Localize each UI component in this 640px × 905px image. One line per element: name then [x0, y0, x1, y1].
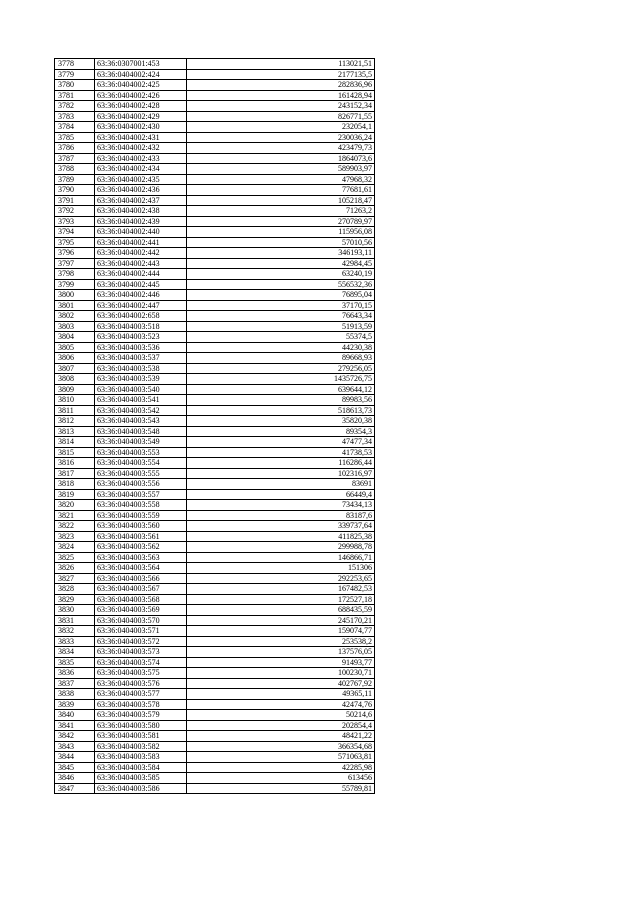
cadastral-number-cell: 63:36:0404002:437 [95, 195, 187, 206]
value-cell: 172527,18 [187, 594, 375, 605]
cadastral-number-cell: 63:36:0404002:442 [95, 248, 187, 259]
table-row [55, 206, 375, 217]
cadastral-number-cell: 63:36:0404003:575 [95, 668, 187, 679]
value-cell: 42474,76 [187, 699, 375, 710]
row-number-cell: 3847 [55, 783, 95, 794]
table-row [55, 216, 375, 227]
value-cell: 589903,97 [187, 164, 375, 175]
row-number-cell: 3820 [55, 500, 95, 511]
cadastral-number-cell: 63:36:0404002:434 [95, 164, 187, 175]
cadastral-number-cell: 63:36:0404002:425 [95, 80, 187, 91]
row-number-cell: 3831 [55, 615, 95, 626]
row-number-cell: 3793 [55, 216, 95, 227]
row-number-cell: 3810 [55, 395, 95, 406]
value-cell: 49365,11 [187, 689, 375, 700]
cadastral-number-cell: 63:36:0404003:539 [95, 374, 187, 385]
value-cell: 282836,96 [187, 80, 375, 91]
table-row [55, 710, 375, 721]
row-number-cell: 3816 [55, 458, 95, 469]
cadastral-number-cell: 63:36:0404002:432 [95, 143, 187, 154]
cadastral-number-cell: 63:36:0404003:563 [95, 552, 187, 563]
value-cell: 44230,38 [187, 342, 375, 353]
row-number-cell: 3832 [55, 626, 95, 637]
value-cell: 167482,53 [187, 584, 375, 595]
value-cell: 51913,59 [187, 321, 375, 332]
value-cell: 639644,12 [187, 384, 375, 395]
value-cell: 137576,05 [187, 647, 375, 658]
table-row [55, 552, 375, 563]
table-row [55, 594, 375, 605]
table-row [55, 111, 375, 122]
value-cell: 116286,44 [187, 458, 375, 469]
value-cell: 42984,45 [187, 258, 375, 269]
row-number-cell: 3824 [55, 542, 95, 553]
row-number-cell: 3846 [55, 773, 95, 784]
cadastral-number-cell: 63:36:0404003:518 [95, 321, 187, 332]
cadastral-number-cell: 63:36:0404003:574 [95, 657, 187, 668]
row-number-cell: 3785 [55, 132, 95, 143]
value-cell: 83187,6 [187, 510, 375, 521]
row-number-cell: 3778 [55, 59, 95, 70]
value-cell: 518613,73 [187, 405, 375, 416]
cadastral-number-cell: 63:36:0404003:562 [95, 542, 187, 553]
table-row [55, 237, 375, 248]
table-row [55, 69, 375, 80]
cadastral-number-cell: 63:36:0404002:435 [95, 174, 187, 185]
value-cell: 245170,21 [187, 615, 375, 626]
cadastral-number-cell: 63:36:0404003:556 [95, 479, 187, 490]
value-cell: 556532,36 [187, 279, 375, 290]
table-row [55, 153, 375, 164]
value-cell: 102316,97 [187, 468, 375, 479]
table-row [55, 59, 375, 70]
row-number-cell: 3834 [55, 647, 95, 658]
row-number-cell: 3794 [55, 227, 95, 238]
cadastral-number-cell: 63:36:0404003:579 [95, 710, 187, 721]
value-cell: 279256,05 [187, 363, 375, 374]
row-number-cell: 3837 [55, 678, 95, 689]
table-row [55, 269, 375, 280]
table-row [55, 426, 375, 437]
value-cell: 83691 [187, 479, 375, 490]
value-cell: 91493,77 [187, 657, 375, 668]
cadastral-number-cell: 63:36:0404003:567 [95, 584, 187, 595]
row-number-cell: 3791 [55, 195, 95, 206]
table-row [55, 668, 375, 679]
row-number-cell: 3815 [55, 447, 95, 458]
cadastral-number-cell: 63:36:0404002:433 [95, 153, 187, 164]
value-cell: 115956,08 [187, 227, 375, 238]
table-body [55, 59, 375, 794]
row-number-cell: 3806 [55, 353, 95, 364]
table-row [55, 300, 375, 311]
row-number-cell: 3844 [55, 752, 95, 763]
table-row [55, 279, 375, 290]
cadastral-number-cell: 63:36:0404003:553 [95, 447, 187, 458]
value-cell: 66449,4 [187, 489, 375, 500]
value-cell: 292253,65 [187, 573, 375, 584]
table-row [55, 720, 375, 731]
table-row [55, 531, 375, 542]
value-cell: 71263,2 [187, 206, 375, 217]
table-row [55, 521, 375, 532]
value-cell: 571063,81 [187, 752, 375, 763]
table-row [55, 353, 375, 364]
value-cell: 35820,38 [187, 416, 375, 427]
row-number-cell: 3789 [55, 174, 95, 185]
table-row [55, 689, 375, 700]
table-row [55, 573, 375, 584]
value-cell: 146866,71 [187, 552, 375, 563]
row-number-cell: 3843 [55, 741, 95, 752]
value-cell: 55374,5 [187, 332, 375, 343]
value-cell: 366354,68 [187, 741, 375, 752]
row-number-cell: 3836 [55, 668, 95, 679]
row-number-cell: 3797 [55, 258, 95, 269]
table-row [55, 395, 375, 406]
cadastral-number-cell: 63:36:0404003:541 [95, 395, 187, 406]
cadastral-number-cell: 63:36:0404002:444 [95, 269, 187, 280]
value-cell: 299988,78 [187, 542, 375, 553]
cadastral-number-cell: 63:36:0404002:443 [95, 258, 187, 269]
row-number-cell: 3823 [55, 531, 95, 542]
cadastral-number-cell: 63:36:0404003:581 [95, 731, 187, 742]
row-number-cell: 3830 [55, 605, 95, 616]
row-number-cell: 3782 [55, 101, 95, 112]
table-row [55, 143, 375, 154]
cadastral-number-cell: 63:36:0404003:559 [95, 510, 187, 521]
row-number-cell: 3838 [55, 689, 95, 700]
value-cell: 48421,22 [187, 731, 375, 742]
value-cell: 1864073,6 [187, 153, 375, 164]
cadastral-number-cell: 63:36:0404002:439 [95, 216, 187, 227]
value-cell: 89668,93 [187, 353, 375, 364]
value-cell: 63240,19 [187, 269, 375, 280]
row-number-cell: 3781 [55, 90, 95, 101]
table-row [55, 342, 375, 353]
table-row [55, 195, 375, 206]
cadastral-number-cell: 63:36:0404003:583 [95, 752, 187, 763]
cadastral-number-cell: 63:36:0404002:428 [95, 101, 187, 112]
cadastral-number-cell: 63:36:0404003:586 [95, 783, 187, 794]
table-row [55, 500, 375, 511]
table-row [55, 447, 375, 458]
cadastral-number-cell: 63:36:0404003:564 [95, 563, 187, 574]
row-number-cell: 3822 [55, 521, 95, 532]
table-row [55, 762, 375, 773]
cadastral-number-cell: 63:36:0404003:568 [95, 594, 187, 605]
data-table [54, 58, 375, 794]
row-number-cell: 3798 [55, 269, 95, 280]
row-number-cell: 3792 [55, 206, 95, 217]
row-number-cell: 3790 [55, 185, 95, 196]
cadastral-number-cell: 63:36:0404003:536 [95, 342, 187, 353]
row-number-cell: 3813 [55, 426, 95, 437]
value-cell: 270789,97 [187, 216, 375, 227]
cadastral-number-cell: 63:36:0404002:424 [95, 69, 187, 80]
row-number-cell: 3817 [55, 468, 95, 479]
cadastral-number-cell: 63:36:0404003:554 [95, 458, 187, 469]
row-number-cell: 3780 [55, 80, 95, 91]
cadastral-number-cell: 63:36:0404002:431 [95, 132, 187, 143]
cadastral-number-cell: 63:36:0404003:523 [95, 332, 187, 343]
value-cell: 89983,56 [187, 395, 375, 406]
cadastral-number-cell: 63:36:0404003:585 [95, 773, 187, 784]
table-row [55, 783, 375, 794]
value-cell: 57010,56 [187, 237, 375, 248]
row-number-cell: 3839 [55, 699, 95, 710]
row-number-cell: 3827 [55, 573, 95, 584]
table-row [55, 563, 375, 574]
cadastral-number-cell: 63:36:0404003:548 [95, 426, 187, 437]
row-number-cell: 3807 [55, 363, 95, 374]
cadastral-number-cell: 63:36:0404002:429 [95, 111, 187, 122]
row-number-cell: 3825 [55, 552, 95, 563]
table-row [55, 626, 375, 637]
table-row [55, 584, 375, 595]
cadastral-number-cell: 63:36:0404003:578 [95, 699, 187, 710]
row-number-cell: 3808 [55, 374, 95, 385]
value-cell: 253538,2 [187, 636, 375, 647]
value-cell: 243152,34 [187, 101, 375, 112]
value-cell: 55789,81 [187, 783, 375, 794]
cadastral-number-cell: 63:36:0404003:584 [95, 762, 187, 773]
row-number-cell: 3814 [55, 437, 95, 448]
table-row [55, 132, 375, 143]
table-row [55, 647, 375, 658]
value-cell: 423479,73 [187, 143, 375, 154]
value-cell: 76643,34 [187, 311, 375, 322]
cadastral-number-cell: 63:36:0404002:436 [95, 185, 187, 196]
table-row [55, 636, 375, 647]
cadastral-number-cell: 63:36:0404003:571 [95, 626, 187, 637]
table-row [55, 80, 375, 91]
cadastral-number-cell: 63:36:0404003:570 [95, 615, 187, 626]
row-number-cell: 3812 [55, 416, 95, 427]
value-cell: 47477,34 [187, 437, 375, 448]
value-cell: 826771,55 [187, 111, 375, 122]
table-row [55, 290, 375, 301]
value-cell: 230036,24 [187, 132, 375, 143]
row-number-cell: 3784 [55, 122, 95, 133]
table-row [55, 248, 375, 259]
value-cell: 688435,59 [187, 605, 375, 616]
value-cell: 159074,77 [187, 626, 375, 637]
row-number-cell: 3842 [55, 731, 95, 742]
table-row [55, 657, 375, 668]
value-cell: 151306 [187, 563, 375, 574]
row-number-cell: 3835 [55, 657, 95, 668]
table-row [55, 374, 375, 385]
row-number-cell: 3828 [55, 584, 95, 595]
table-row [55, 321, 375, 332]
table-row [55, 479, 375, 490]
row-number-cell: 3786 [55, 143, 95, 154]
row-number-cell: 3829 [55, 594, 95, 605]
value-cell: 41738,53 [187, 447, 375, 458]
cadastral-number-cell: 63:36:0404003:561 [95, 531, 187, 542]
table-row [55, 174, 375, 185]
cadastral-number-cell: 63:36:0404003:537 [95, 353, 187, 364]
row-number-cell: 3809 [55, 384, 95, 395]
table-row [55, 101, 375, 112]
row-number-cell: 3833 [55, 636, 95, 647]
value-cell: 73434,13 [187, 500, 375, 511]
row-number-cell: 3840 [55, 710, 95, 721]
table-row [55, 741, 375, 752]
value-cell: 89354,3 [187, 426, 375, 437]
cadastral-number-cell: 63:36:0404002:445 [95, 279, 187, 290]
value-cell: 346193,11 [187, 248, 375, 259]
table-row [55, 227, 375, 238]
table-row [55, 363, 375, 374]
table-row [55, 122, 375, 133]
row-number-cell: 3787 [55, 153, 95, 164]
value-cell: 411825,38 [187, 531, 375, 542]
table-row [55, 185, 375, 196]
cadastral-number-cell: 63:36:0404003:549 [95, 437, 187, 448]
value-cell: 42285,98 [187, 762, 375, 773]
table-row [55, 90, 375, 101]
value-cell: 100230,71 [187, 668, 375, 679]
value-cell: 50214,6 [187, 710, 375, 721]
row-number-cell: 3845 [55, 762, 95, 773]
table-row [55, 405, 375, 416]
row-number-cell: 3818 [55, 479, 95, 490]
row-number-cell: 3795 [55, 237, 95, 248]
cadastral-number-cell: 63:36:0404002:430 [95, 122, 187, 133]
table-row [55, 311, 375, 322]
value-cell: 76895,04 [187, 290, 375, 301]
cadastral-number-cell: 63:36:0404003:582 [95, 741, 187, 752]
row-number-cell: 3788 [55, 164, 95, 175]
table-row [55, 437, 375, 448]
table-row [55, 752, 375, 763]
value-cell: 202854,4 [187, 720, 375, 731]
value-cell: 613456 [187, 773, 375, 784]
value-cell: 339737,64 [187, 521, 375, 532]
cadastral-number-cell: 63:36:0404003:572 [95, 636, 187, 647]
row-number-cell: 3826 [55, 563, 95, 574]
table-row [55, 615, 375, 626]
row-number-cell: 3796 [55, 248, 95, 259]
value-cell: 402767,92 [187, 678, 375, 689]
cadastral-number-cell: 63:36:0404003:555 [95, 468, 187, 479]
value-cell: 113021,51 [187, 59, 375, 70]
row-number-cell: 3801 [55, 300, 95, 311]
table-row [55, 332, 375, 343]
row-number-cell: 3783 [55, 111, 95, 122]
cadastral-number-cell: 63:36:0404003:560 [95, 521, 187, 532]
table-row [55, 605, 375, 616]
row-number-cell: 3802 [55, 311, 95, 322]
cadastral-number-cell: 63:36:0404003:580 [95, 720, 187, 731]
cadastral-number-cell: 63:36:0404002:440 [95, 227, 187, 238]
cadastral-number-cell: 63:36:0404002:441 [95, 237, 187, 248]
table-row [55, 416, 375, 427]
row-number-cell: 3779 [55, 69, 95, 80]
table-row [55, 384, 375, 395]
cadastral-number-cell: 63:36:0307001:453 [95, 59, 187, 70]
table-row [55, 542, 375, 553]
cadastral-number-cell: 63:36:0404003:573 [95, 647, 187, 658]
cadastral-number-cell: 63:36:0404003:577 [95, 689, 187, 700]
table-row [55, 258, 375, 269]
row-number-cell: 3799 [55, 279, 95, 290]
value-cell: 161428,94 [187, 90, 375, 101]
cadastral-number-cell: 63:36:0404003:538 [95, 363, 187, 374]
cadastral-number-cell: 63:36:0404003:576 [95, 678, 187, 689]
value-cell: 37170,15 [187, 300, 375, 311]
cadastral-number-cell: 63:36:0404003:557 [95, 489, 187, 500]
row-number-cell: 3800 [55, 290, 95, 301]
cadastral-number-cell: 63:36:0404003:540 [95, 384, 187, 395]
cadastral-number-cell: 63:36:0404003:569 [95, 605, 187, 616]
cadastral-number-cell: 63:36:0404002:426 [95, 90, 187, 101]
table-row [55, 699, 375, 710]
row-number-cell: 3821 [55, 510, 95, 521]
table-row [55, 773, 375, 784]
row-number-cell: 3841 [55, 720, 95, 731]
cadastral-number-cell: 63:36:0404003:558 [95, 500, 187, 511]
cadastral-number-cell: 63:36:0404003:566 [95, 573, 187, 584]
table-row [55, 678, 375, 689]
row-number-cell: 3803 [55, 321, 95, 332]
value-cell: 1435726,75 [187, 374, 375, 385]
table-row [55, 489, 375, 500]
value-cell: 105218,47 [187, 195, 375, 206]
table-row [55, 468, 375, 479]
row-number-cell: 3804 [55, 332, 95, 343]
cadastral-number-cell: 63:36:0404002:438 [95, 206, 187, 217]
cadastral-number-cell: 63:36:0404002:658 [95, 311, 187, 322]
value-cell: 2177135,5 [187, 69, 375, 80]
value-cell: 77681,61 [187, 185, 375, 196]
value-cell: 47968,32 [187, 174, 375, 185]
table-row [55, 458, 375, 469]
cadastral-number-cell: 63:36:0404002:447 [95, 300, 187, 311]
cadastral-number-cell: 63:36:0404003:542 [95, 405, 187, 416]
row-number-cell: 3805 [55, 342, 95, 353]
row-number-cell: 3811 [55, 405, 95, 416]
table-row [55, 164, 375, 175]
value-cell: 232054,1 [187, 122, 375, 133]
table-row [55, 510, 375, 521]
row-number-cell: 3819 [55, 489, 95, 500]
cadastral-number-cell: 63:36:0404002:446 [95, 290, 187, 301]
table-row [55, 731, 375, 742]
cadastral-number-cell: 63:36:0404003:543 [95, 416, 187, 427]
